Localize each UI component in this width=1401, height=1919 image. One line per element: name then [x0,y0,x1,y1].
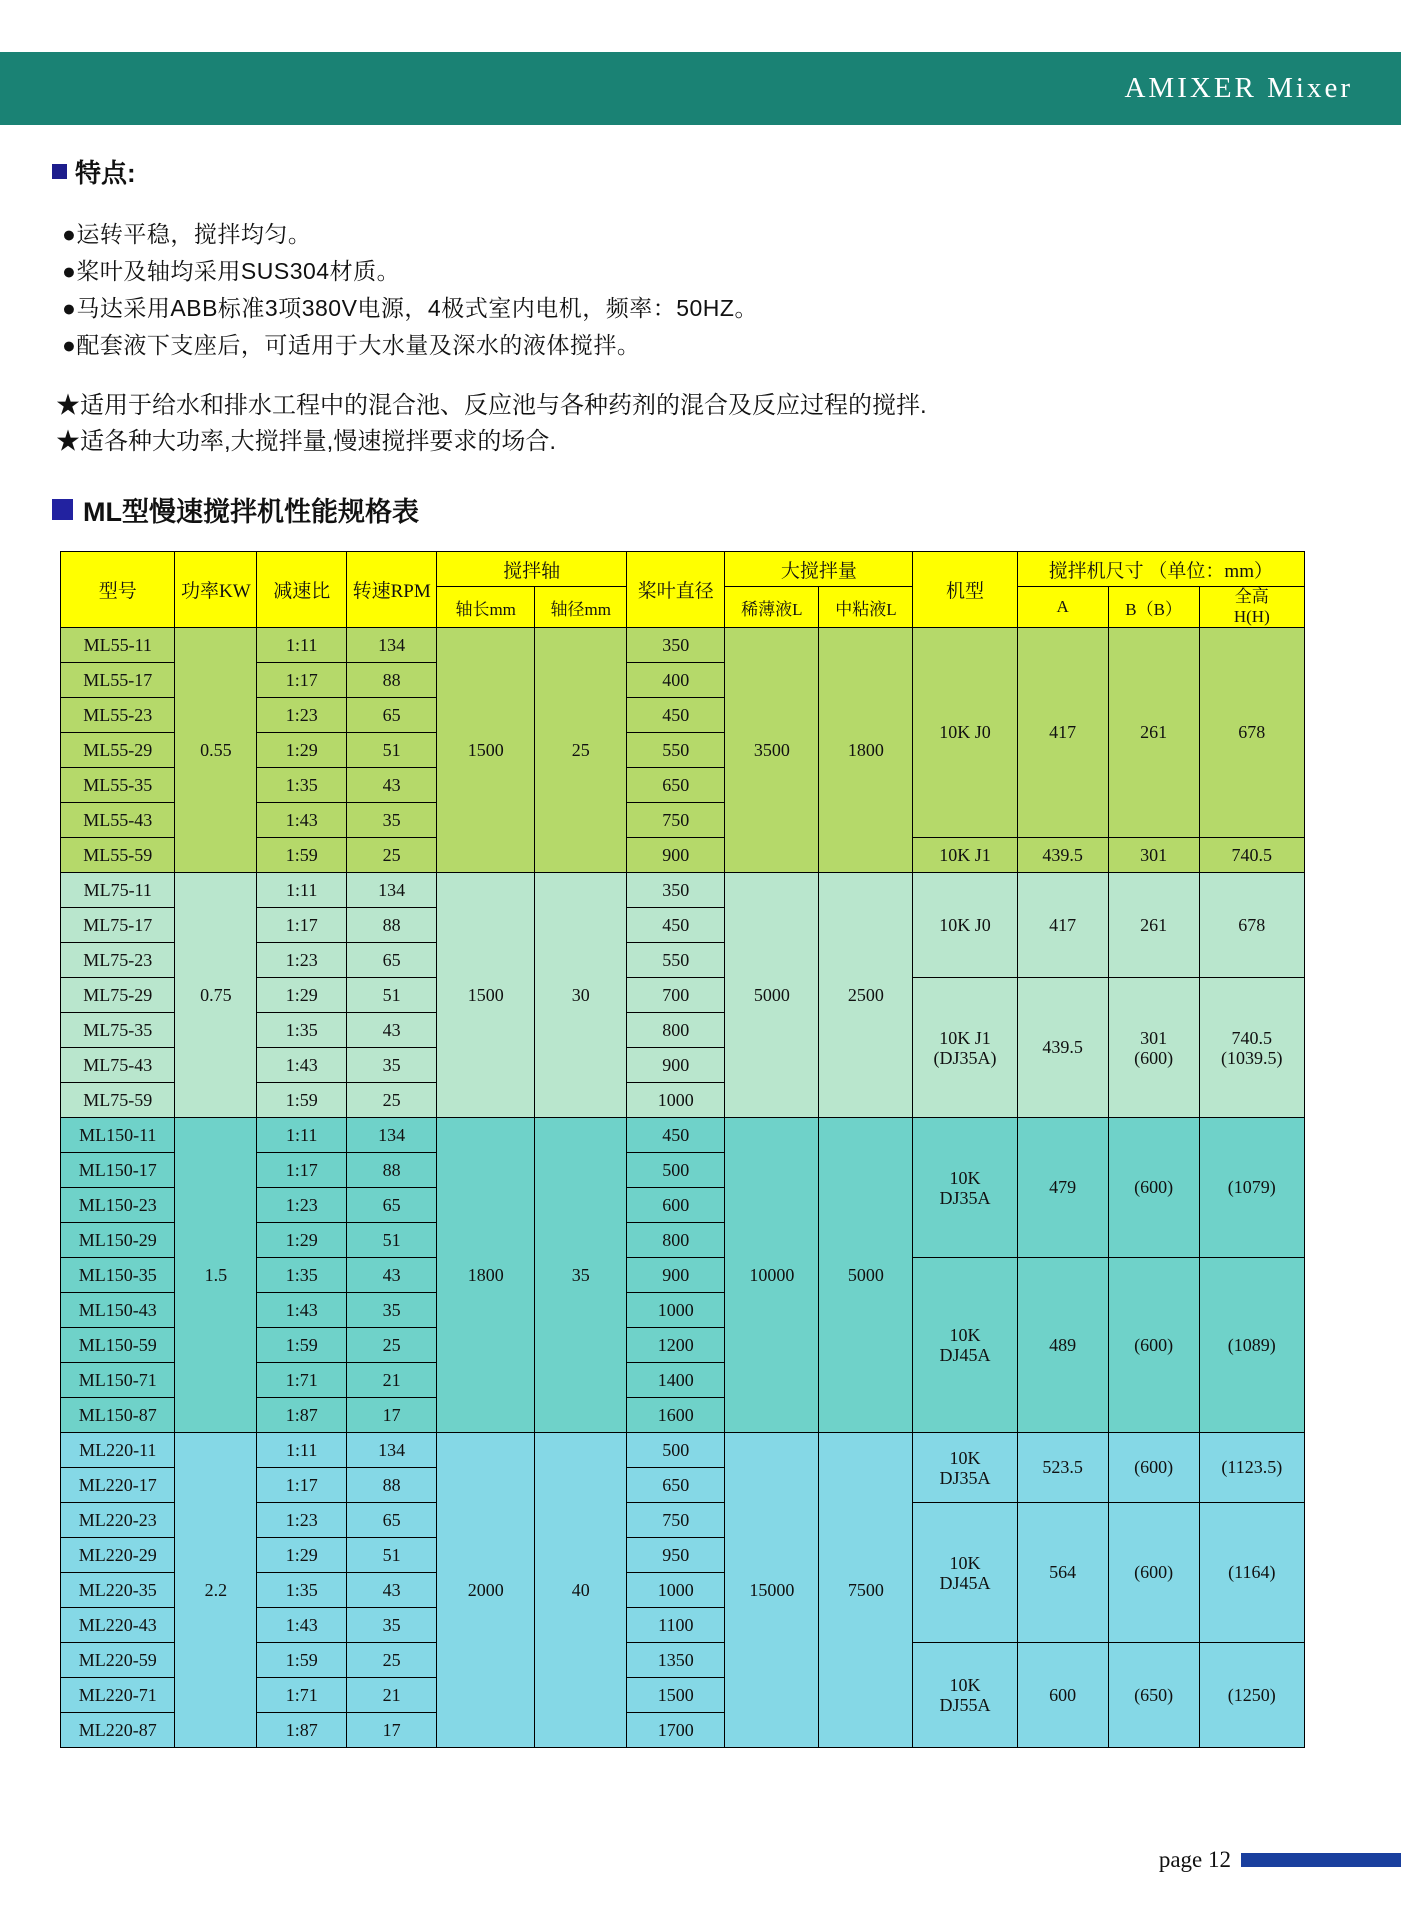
cell-model: ML220-59 [61,1643,175,1678]
cell-blade-diameter: 450 [627,1118,725,1153]
cell-ratio: 1:11 [257,628,347,663]
cell-ratio: 1:23 [257,943,347,978]
cell-dim-a: 489 [1017,1258,1108,1433]
cell-blade-diameter: 1000 [627,1573,725,1608]
cell-model: ML75-59 [61,1083,175,1118]
features-list [62,216,1401,364]
cell-blade-diameter: 1500 [627,1678,725,1713]
cell-ratio: 1:29 [257,978,347,1013]
cell-ratio: 1:59 [257,1328,347,1363]
cell-rpm: 21 [347,1363,437,1398]
cell-dim-a: 417 [1017,628,1108,838]
cell-dim-a: 600 [1017,1643,1108,1748]
cell-dim-height: (1123.5) [1199,1433,1304,1503]
cell-model: ML75-11 [61,873,175,908]
cell-rpm: 43 [347,1258,437,1293]
cell-rpm: 65 [347,943,437,978]
cell-blade-diameter: 900 [627,838,725,873]
list-item: ★适用于给水和排水工程中的混合池、反应池与各种药剂的混合及反应过程的搅拌. [56,392,927,419]
cell-dim-height: 740.5 [1199,838,1304,873]
cell-ratio: 1:29 [257,1538,347,1573]
cell-model: ML55-17 [61,663,175,698]
col-header-dimensions-group: 搅拌机尺寸 （单位：mm） [1017,552,1304,587]
cell-dim-height: (1250) [1199,1643,1304,1748]
cell-model: ML75-17 [61,908,175,943]
cell-blade-diameter: 1700 [627,1713,725,1748]
col-header-dim-height [1199,587,1304,628]
cell-rpm: 35 [347,1293,437,1328]
cell-machine-type: 10K DJ55A [913,1643,1017,1748]
cell-dim-b: 261 [1108,628,1199,838]
cell-dim-a: 417 [1017,873,1108,978]
col-header-shaft-length: 轴长mm [437,587,535,628]
cell-dim-height: 678 [1199,873,1304,978]
cell-model: ML75-43 [61,1048,175,1083]
cell-blade-diameter: 600 [627,1188,725,1223]
cell-rpm: 65 [347,1188,437,1223]
cell-dim-b: 301 [1108,838,1199,873]
cell-machine-type: 10K DJ45A [913,1503,1017,1643]
cell-rpm: 134 [347,873,437,908]
cell-blade-diameter: 650 [627,1468,725,1503]
page-content [0,125,1401,1748]
cell-rpm: 88 [347,1468,437,1503]
cell-power: 0.75 [175,873,257,1118]
col-header-model: 型号 [61,552,175,628]
cell-blade-diameter: 650 [627,768,725,803]
cell-blade-diameter: 350 [627,873,725,908]
cell-model: ML150-17 [61,1153,175,1188]
cell-model: ML220-11 [61,1433,175,1468]
spec-table [60,551,1305,1748]
cell-machine-type: 10K DJ35A [913,1433,1017,1503]
cell-blade-diameter: 550 [627,943,725,978]
cell-dim-a: 523.5 [1017,1433,1108,1503]
cell-shaft-diameter: 40 [535,1433,627,1748]
cell-model: ML220-29 [61,1538,175,1573]
cell-ratio: 1:59 [257,1083,347,1118]
cell-blade-diameter: 1350 [627,1643,725,1678]
cell-rpm: 35 [347,1048,437,1083]
cell-rpm: 51 [347,1223,437,1258]
square-bullet-icon [52,164,67,179]
cell-model: ML150-29 [61,1223,175,1258]
col-header-shaft-group: 搅拌轴 [437,552,627,587]
cell-model: ML220-43 [61,1608,175,1643]
dim-height-line1: 全高 [1234,587,1269,606]
cell-dim-height: (1164) [1199,1503,1304,1643]
cell-ratio: 1:35 [257,768,347,803]
cell-dim-b: (650) [1108,1643,1199,1748]
cell-shaft-diameter: 30 [535,873,627,1118]
cell-ratio: 1:29 [257,733,347,768]
cell-rpm: 43 [347,1013,437,1048]
cell-ratio: 1:43 [257,1608,347,1643]
cell-model: ML220-87 [61,1713,175,1748]
dim-height-line2: H(H) [1233,607,1270,626]
cell-ratio: 1:17 [257,663,347,698]
bullet-text: 运转平稳，搅拌均匀。 [76,221,312,247]
cell-machine-type: 10K J0 [913,628,1017,838]
cell-dim-a: 479 [1017,1118,1108,1258]
cell-model: ML55-23 [61,698,175,733]
cell-ratio: 1:71 [257,1363,347,1398]
list-item: ★适各种大功率,大搅拌量,慢速搅拌要求的场合. [56,428,557,455]
col-header-ratio: 减速比 [257,552,347,628]
star-text: 适各种大功率,大搅拌量,慢速搅拌要求的场合. [80,428,557,455]
cell-blade-diameter: 1000 [627,1083,725,1118]
cell-dim-b: (600) [1108,1433,1199,1503]
cell-dim-b: (600) [1108,1118,1199,1258]
col-header-dim-b: B（B） [1108,587,1199,628]
cell-ratio: 1:23 [257,1503,347,1538]
cell-model: ML55-29 [61,733,175,768]
table-row [61,628,1305,663]
table-row [61,873,1305,908]
table-row [61,1118,1305,1153]
cell-model: ML150-59 [61,1328,175,1363]
cell-dim-height: (1079) [1199,1118,1304,1258]
cell-blade-diameter: 750 [627,803,725,838]
bullet-text: 桨叶及轴均采用SUS304材质。 [76,258,401,284]
cell-rpm: 35 [347,1608,437,1643]
col-header-medium-liquid: 中粘液L [819,587,913,628]
cell-model: ML150-23 [61,1188,175,1223]
cell-shaft-length: 1800 [437,1118,535,1433]
cell-rpm: 43 [347,1573,437,1608]
cell-rpm: 134 [347,1118,437,1153]
cell-medium-liquid: 5000 [819,1118,913,1433]
cell-blade-diameter: 700 [627,978,725,1013]
cell-blade-diameter: 1000 [627,1293,725,1328]
cell-shaft-length: 2000 [437,1433,535,1748]
cell-power: 2.2 [175,1433,257,1748]
col-header-machine: 机型 [913,552,1017,628]
cell-shaft-length: 1500 [437,873,535,1118]
cell-blade-diameter: 1100 [627,1608,725,1643]
cell-thin-liquid: 10000 [725,1118,819,1433]
cell-ratio: 1:23 [257,1188,347,1223]
cell-blade-diameter: 750 [627,1503,725,1538]
col-header-capacity-group: 大搅拌量 [725,552,913,587]
cell-blade-diameter: 900 [627,1048,725,1083]
cell-model: ML55-59 [61,838,175,873]
cell-machine-type: 10K J1 [913,838,1017,873]
features-heading [52,153,1401,190]
cell-blade-diameter: 450 [627,908,725,943]
list-item: ●马达采用ABB标准3项380V电源，4极式室内电机，频率：50HZ。 [62,295,758,321]
cell-ratio: 1:35 [257,1258,347,1293]
cell-rpm: 88 [347,908,437,943]
cell-model: ML55-35 [61,768,175,803]
cell-rpm: 25 [347,1643,437,1678]
col-header-dim-a: A [1017,587,1108,628]
cell-ratio: 1:59 [257,838,347,873]
cell-rpm: 51 [347,733,437,768]
cell-model: ML55-43 [61,803,175,838]
cell-dim-height: (1089) [1199,1258,1304,1433]
star-text: 适用于给水和排水工程中的混合池、反应池与各种药剂的混合及反应过程的搅拌. [80,392,927,419]
cell-model: ML150-43 [61,1293,175,1328]
cell-blade-diameter: 350 [627,628,725,663]
col-header-thin-liquid: 稀薄液L [725,587,819,628]
cell-ratio: 1:87 [257,1713,347,1748]
cell-model: ML220-71 [61,1678,175,1713]
cell-ratio: 1:17 [257,908,347,943]
footer-accent-bar [1241,1853,1401,1867]
cell-machine-type: 10K J0 [913,873,1017,978]
cell-ratio: 1:23 [257,698,347,733]
cell-ratio: 1:11 [257,873,347,908]
cell-medium-liquid: 2500 [819,873,913,1118]
page-header [0,52,1401,125]
list-item: ●运转平稳，搅拌均匀。 [62,221,312,247]
cell-power: 0.55 [175,628,257,873]
bullet-text: 马达采用ABB标准3项380V电源，4极式室内电机，频率：50HZ。 [76,295,758,321]
features-heading-label: 特点: [75,158,136,188]
cell-ratio: 1:87 [257,1398,347,1433]
cell-model: ML220-23 [61,1503,175,1538]
cell-ratio: 1:35 [257,1013,347,1048]
cell-rpm: 51 [347,1538,437,1573]
cell-blade-diameter: 1600 [627,1398,725,1433]
cell-blade-diameter: 400 [627,663,725,698]
cell-dim-height: 678 [1199,628,1304,838]
cell-rpm: 17 [347,1398,437,1433]
cell-dim-b: 301 (600) [1108,978,1199,1118]
cell-blade-diameter: 500 [627,1433,725,1468]
cell-shaft-diameter: 35 [535,1118,627,1433]
cell-model: ML75-29 [61,978,175,1013]
cell-rpm: 25 [347,1083,437,1118]
cell-model: ML75-23 [61,943,175,978]
bullet-text: 配套液下支座后，可适用于大水量及深水的液体搅拌。 [76,332,641,358]
cell-thin-liquid: 15000 [725,1433,819,1748]
cell-rpm: 25 [347,1328,437,1363]
cell-ratio: 1:11 [257,1118,347,1153]
cell-rpm: 17 [347,1713,437,1748]
cell-rpm: 134 [347,1433,437,1468]
cell-ratio: 1:17 [257,1468,347,1503]
cell-blade-diameter: 1400 [627,1363,725,1398]
cell-model: ML220-35 [61,1573,175,1608]
cell-blade-diameter: 450 [627,698,725,733]
cell-dim-a: 439.5 [1017,838,1108,873]
cell-machine-type: 10K DJ45A [913,1258,1017,1433]
cell-model: ML150-35 [61,1258,175,1293]
cell-model: ML150-87 [61,1398,175,1433]
cell-blade-diameter: 550 [627,733,725,768]
cell-rpm: 88 [347,663,437,698]
cell-rpm: 134 [347,628,437,663]
cell-shaft-diameter: 25 [535,628,627,873]
cell-rpm: 51 [347,978,437,1013]
cell-machine-type: 10K DJ35A [913,1118,1017,1258]
square-bullet-icon [52,499,73,520]
cell-model: ML150-71 [61,1363,175,1398]
col-header-blade-dia: 桨叶直径 [627,552,725,628]
list-item: ●桨叶及轴均采用SUS304材质。 [62,258,401,284]
cell-medium-liquid: 7500 [819,1433,913,1748]
cell-rpm: 88 [347,1153,437,1188]
applications-list [56,388,1401,460]
cell-ratio: 1:17 [257,1153,347,1188]
col-header-power: 功率KW [175,552,257,628]
cell-thin-liquid: 5000 [725,873,819,1118]
cell-dim-a: 439.5 [1017,978,1108,1118]
cell-ratio: 1:43 [257,1048,347,1083]
cell-rpm: 43 [347,768,437,803]
cell-ratio: 1:43 [257,1293,347,1328]
cell-blade-diameter: 800 [627,1223,725,1258]
cell-ratio: 1:71 [257,1678,347,1713]
col-header-shaft-diameter: 轴径mm [535,587,627,628]
cell-ratio: 1:43 [257,803,347,838]
cell-dim-b: (600) [1108,1258,1199,1433]
cell-dim-height: 740.5 (1039.5) [1199,978,1304,1118]
cell-rpm: 65 [347,1503,437,1538]
cell-blade-diameter: 500 [627,1153,725,1188]
cell-rpm: 25 [347,838,437,873]
page-number: page 12 [1158,1847,1231,1872]
cell-ratio: 1:29 [257,1223,347,1258]
cell-dim-a: 564 [1017,1503,1108,1643]
cell-ratio: 1:59 [257,1643,347,1678]
cell-dim-b: 261 [1108,873,1199,978]
cell-rpm: 35 [347,803,437,838]
cell-ratio: 1:35 [257,1573,347,1608]
cell-rpm: 21 [347,1678,437,1713]
page-footer [0,1847,1401,1873]
cell-medium-liquid: 1800 [819,628,913,873]
cell-blade-diameter: 900 [627,1258,725,1293]
list-item: ●配套液下支座后，可适用于大水量及深水的液体搅拌。 [62,332,641,358]
cell-blade-diameter: 800 [627,1013,725,1048]
cell-blade-diameter: 1200 [627,1328,725,1363]
cell-thin-liquid: 3500 [725,628,819,873]
cell-model: ML55-11 [61,628,175,663]
cell-model: ML75-35 [61,1013,175,1048]
cell-model: ML150-11 [61,1118,175,1153]
cell-blade-diameter: 950 [627,1538,725,1573]
table-row [61,1433,1305,1468]
cell-machine-type: 10K J1 (DJ35A) [913,978,1017,1118]
cell-dim-b: (600) [1108,1503,1199,1643]
spec-table-heading [52,490,1401,529]
spec-table-title: ML型慢速搅拌机性能规格表 [83,497,419,527]
cell-power: 1.5 [175,1118,257,1433]
col-header-rpm: 转速RPM [347,552,437,628]
cell-ratio: 1:11 [257,1433,347,1468]
cell-model: ML220-17 [61,1468,175,1503]
cell-shaft-length: 1500 [437,628,535,873]
brand-title: AMIXER Mixer [1124,72,1353,104]
cell-rpm: 65 [347,698,437,733]
